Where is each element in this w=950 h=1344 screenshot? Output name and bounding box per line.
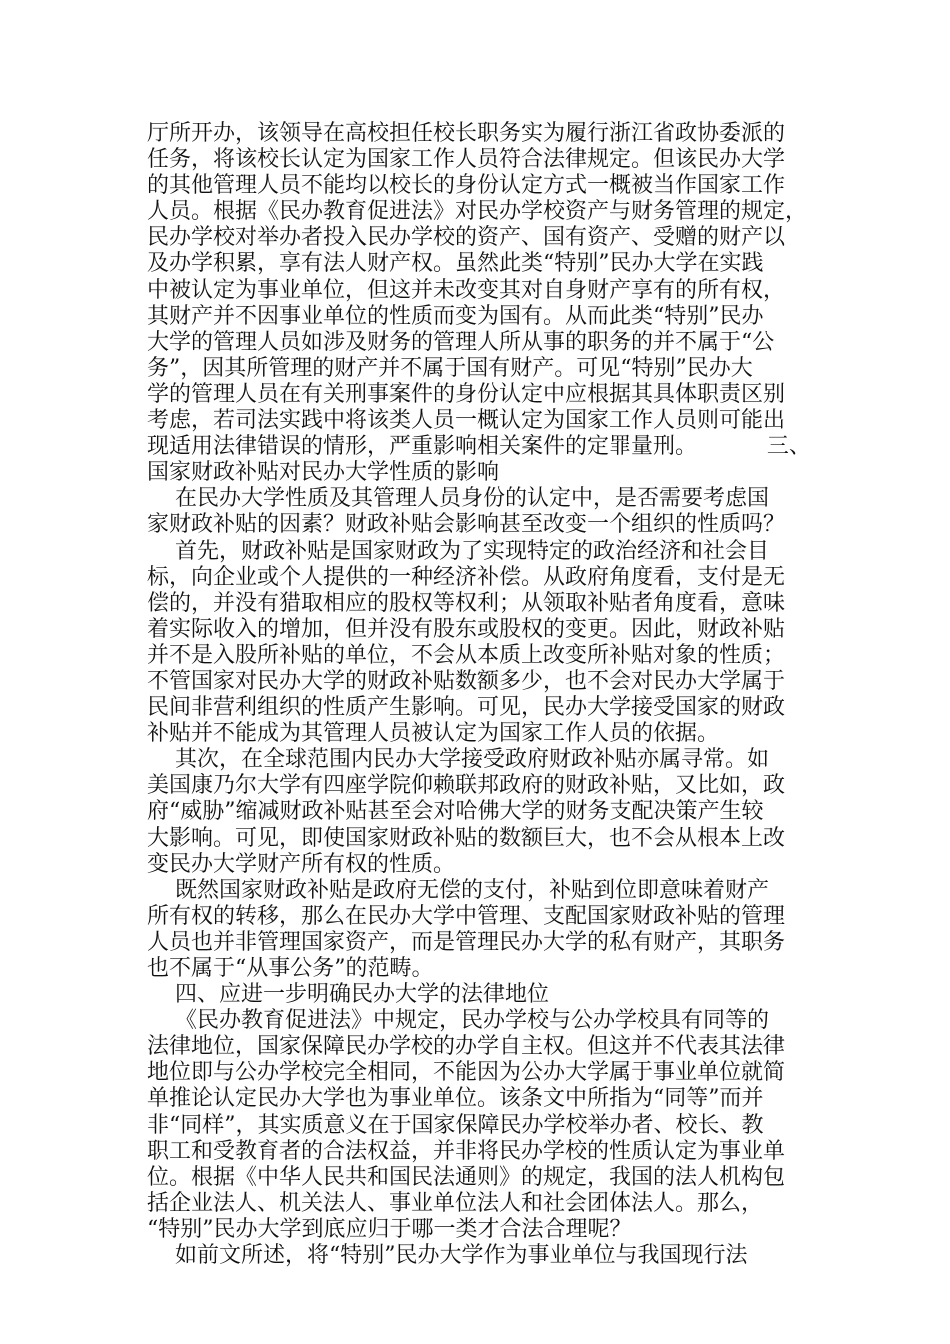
text-line: 法律地位，国家保障民办学校的办学自主权。但这并不代表其法律 (147, 1034, 786, 1060)
text-line: 其次，在全球范围内民办大学接受政府财政补贴亦属寻常。如 (147, 747, 769, 773)
text-line: 大影响。可见，即使国家财政补贴的数额巨大，也不会从根本上改 (147, 825, 786, 851)
text-line: 变民办大学财产所有权的性质。 (147, 851, 456, 877)
text-line: 人员也并非管理国家资产，而是管理民办大学的私有财产，其职务 (147, 929, 786, 955)
text-line: 现适用法律错误的情形，严重影响相关案件的定罪量刑。 三、 (147, 434, 811, 460)
text-line: 大学的管理人员如涉及财务的管理人所从事的职务的并不属于“公 (147, 329, 775, 355)
text-line: 四、应进一步明确民办大学的法律地位 (147, 982, 549, 1008)
text-line: 务”，因其所管理的财产并不属于国有财产。可见“特别”民办大 (147, 355, 753, 381)
text-line: 家财政补贴的因素？财政补贴会影响甚至改变一个组织的性质吗？ (147, 512, 786, 538)
text-line: 也不属于“从事公务”的范畴。 (147, 956, 434, 981)
text-line: 补贴并不能成为其管理人员被认定为国家工作人员的依据。 (147, 721, 720, 747)
text-line: 并不是入股所补贴的单位，不会从本质上改变所补贴对象的性质； (147, 642, 786, 668)
text-line: 学的管理人员在有关刑事案件的身份认定中应根据其具体职责区别 (147, 381, 786, 407)
text-line: “特别”民办大学到底应归于哪一类才合法合理呢？ (147, 1216, 632, 1242)
text-line: 及办学积累，享有法人财产权。虽然此类“特别”民办大学在实践 (147, 251, 764, 277)
text-line: 美国康乃尔大学有四座学院仰赖联邦政府的财政补贴，又比如，政 (147, 773, 786, 799)
text-line: 着实际收入的增加，但并没有股东或股权的变更。因此，财政补贴 (147, 616, 786, 642)
text-line: 《民办教育促进法》中规定，民办学校与公办学校具有同等的 (147, 1008, 769, 1034)
text-line: 非“同样”，其实质意义在于国家保障民办学校举办者、校长、教 (147, 1112, 764, 1138)
text-line: 民办学校对举办者投入民办学校的资产、国有资产、受赠的财产以 (147, 225, 786, 251)
text-line: 任务，将该校长认定为国家工作人员符合法律规定。但该民办大学 (147, 147, 786, 173)
text-line: 所有权的转移，那么在民办大学中管理、支配国家财政补贴的管理 (147, 903, 786, 929)
text-line: 如前文所述，将“特别”民办大学作为事业单位与我国现行法 (147, 1243, 748, 1269)
text-line: 职工和受教育者的合法权益，并非将民办学校的性质认定为事业单 (147, 1138, 786, 1164)
text-line: 府“威胁”缩减财政补贴甚至会对哈佛大学的财务支配决策产生较 (147, 799, 764, 825)
text-line: 地位即与公办学校完全相同，不能因为公办大学属于事业单位就简 (147, 1060, 786, 1086)
body-text (147, 121, 811, 1269)
text-line: 不管国家对民办大学的财政补贴数额多少，也不会对民办大学属于 (147, 668, 786, 694)
text-line: 的其他管理人员不能均以校长的身份认定方式一概被当作国家工作 (147, 173, 786, 199)
text-line: 其财产并不因事业单位的性质而变为国有。从而此类“特别”民办 (147, 303, 764, 329)
text-line: 括企业法人、机关法人、事业单位法人和社会团体法人。那么， (147, 1190, 764, 1216)
text-line: 位。根据《中华人民共和国民法通则》的规定，我国的法人机构包 (147, 1164, 786, 1190)
text-line: 中被认定为事业单位，但这并未改变其对自身财产享有的所有权， (147, 277, 786, 303)
text-line: 首先，财政补贴是国家财政为了实现特定的政治经济和社会目 (147, 538, 769, 564)
text-line: 考虑，若司法实践中将该类人员一概认定为国家工作人员则可能出 (147, 408, 786, 434)
text-line: 在民办大学性质及其管理人员身份的认定中，是否需要考虑国 (147, 486, 769, 512)
text-line: 人员。根据《民办教育促进法》对民办学校资产与财务管理的规定， (147, 199, 808, 225)
text-line: 国家财政补贴对民办大学性质的影响 (147, 460, 500, 486)
text-line: 民间非营利组织的性质产生影响。可见，民办大学接受国家的财政 (147, 695, 786, 721)
text-line: 偿的，并没有猎取相应的股权等权利；从领取补贴者角度看，意味 (147, 590, 786, 616)
text-line: 厅所开办，该领导在高校担任校长职务实为履行浙江省政协委派的 (147, 121, 786, 146)
text-line: 标，向企业或个人提供的一种经济补偿。从政府角度看，支付是无 (147, 564, 786, 590)
text-line: 既然国家财政补贴是政府无偿的支付，补贴到位即意味着财产 (147, 877, 769, 903)
text-line: 单推论认定民办大学也为事业单位。该条文中所指为“同等”而并 (147, 1086, 764, 1112)
